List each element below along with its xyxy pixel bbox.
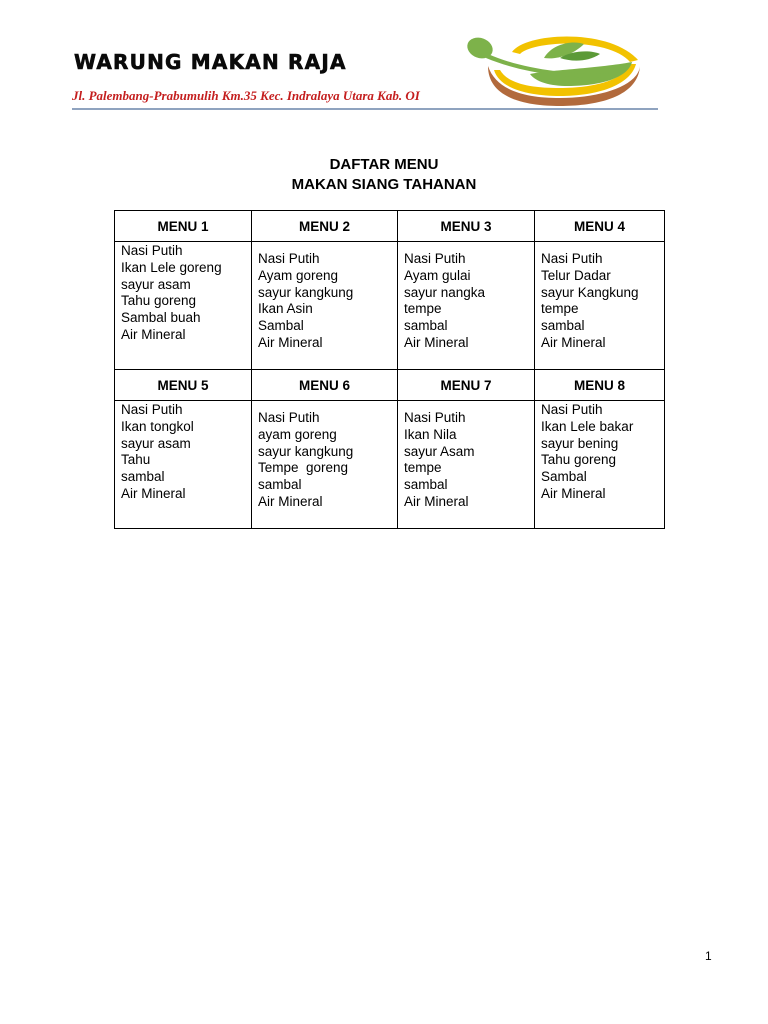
menu-cell — [398, 242, 535, 370]
menu-cell — [535, 242, 665, 370]
page-title: DAFTAR MENU — [329, 156, 439, 173]
menu-item: Sambal — [258, 318, 304, 334]
menu-item: sayur asam — [121, 435, 191, 451]
menu-item: Ayam gulai — [404, 267, 471, 283]
menu-table — [114, 210, 665, 529]
menu-item: tempe — [404, 301, 442, 317]
menu-item: Nasi Putih — [541, 402, 603, 417]
menu-item: Ikan Lele bakar — [541, 418, 634, 434]
menu-item: Nasi Putih — [258, 410, 320, 425]
menu-item: Nasi Putih — [258, 251, 320, 266]
table-header-row — [115, 211, 665, 242]
menu-item: sambal — [258, 477, 302, 493]
menu-item: Nasi Putih — [121, 402, 183, 417]
menu-item: tempe — [404, 460, 442, 476]
menu-item: Air Mineral — [404, 493, 469, 509]
menu-item: sayur kangkung — [258, 284, 354, 300]
menu-item: Nasi Putih — [404, 410, 466, 425]
menu-cell — [115, 242, 252, 370]
menu-item: sambal — [404, 318, 448, 334]
menu-header: MENU 1 — [115, 211, 252, 242]
menu-cell — [398, 401, 535, 529]
menu-item: sayur bening — [541, 435, 619, 451]
page-subtitle: MAKAN SIANG TAHANAN — [291, 176, 477, 193]
page-number: 1 — [705, 949, 712, 963]
menu-header: MENU 4 — [535, 211, 665, 242]
menu-header: MENU 8 — [535, 370, 665, 401]
menu-item: Ikan Nila — [404, 426, 457, 442]
menu-item: Air Mineral — [121, 485, 186, 501]
menu-item: Nasi Putih — [121, 243, 183, 258]
menu-item: Sambal — [541, 469, 587, 485]
menu-item: Tempe goreng — [258, 460, 349, 476]
brand-address: Jl. Palembang-Prabumulih Km.35 Kec. Indralaya Utara Kab. OI — [72, 88, 420, 103]
menu-item: Ayam goreng — [258, 267, 339, 283]
bowl-spoon-leaf-logo-icon — [460, 24, 646, 110]
menu-cell — [115, 401, 252, 529]
menu-item: sambal — [541, 318, 585, 334]
menu-item: Ikan Lele goreng — [121, 259, 222, 275]
menu-item: Nasi Putih — [404, 251, 466, 266]
menu-header: MENU 3 — [398, 211, 535, 242]
menu-cell — [535, 401, 665, 529]
menu-item: Ikan Asin — [258, 301, 313, 317]
menu-item: sambal — [121, 469, 165, 485]
menu-item: Telur Dadar — [541, 267, 611, 283]
menu-item: Air Mineral — [541, 334, 606, 350]
menu-item: Air Mineral — [258, 493, 323, 509]
menu-item: tempe — [541, 301, 579, 317]
menu-item: Air Mineral — [541, 485, 606, 501]
menu-item: Tahu goreng — [541, 452, 617, 468]
brand-name: WARUNG MAKAN RAJA — [74, 50, 347, 74]
menu-header: MENU 2 — [252, 211, 398, 242]
menu-item: sayur Asam — [404, 443, 475, 459]
menu-item: sambal — [404, 477, 448, 493]
menu-item: Air Mineral — [404, 334, 469, 350]
menu-item: Nasi Putih — [541, 251, 603, 266]
menu-item: ayam goreng — [258, 426, 337, 442]
menu-item: sayur asam — [121, 276, 191, 292]
menu-header: MENU 7 — [398, 370, 535, 401]
table-row — [115, 401, 665, 529]
table-header-row — [115, 370, 665, 401]
menu-item: Air Mineral — [258, 334, 323, 350]
table-row — [115, 242, 665, 370]
menu-item: sayur nangka — [404, 284, 486, 300]
menu-header: MENU 6 — [252, 370, 398, 401]
menu-item: sayur Kangkung — [541, 284, 639, 300]
menu-item: Ikan tongkol — [121, 418, 194, 434]
menu-item: Tahu — [121, 452, 151, 468]
menu-cell — [252, 242, 398, 370]
menu-item: Sambal buah — [121, 310, 201, 326]
menu-header: MENU 5 — [115, 370, 252, 401]
menu-item: Tahu goreng — [121, 293, 197, 309]
menu-item: sayur kangkung — [258, 443, 354, 459]
menu-item: Air Mineral — [121, 326, 186, 342]
menu-cell — [252, 401, 398, 529]
